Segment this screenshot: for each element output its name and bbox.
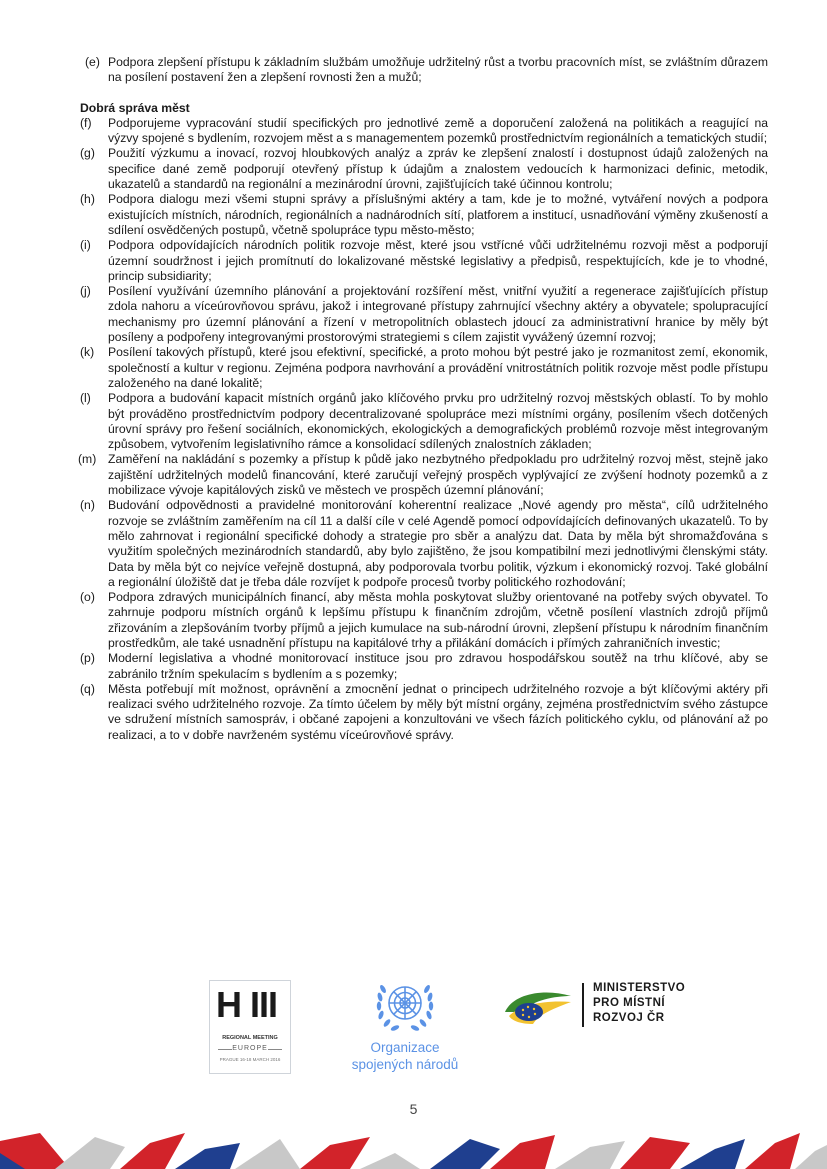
- list-item-m: [80, 452, 768, 498]
- list-item-q: [80, 682, 768, 743]
- list-item-n: [80, 498, 768, 590]
- mmr-name-line3: ROZVOJ ČR: [593, 1012, 665, 1024]
- list-item-p: [80, 651, 768, 682]
- decorative-footer-band: [0, 1133, 827, 1169]
- item-text: Zaměření na nakládání s pozemky a přístup k půdě jako nezbytného předpokladu pro udržitelný rozvoj měst, stejně jako zajištění udržitelných modelů financování, které zaručují veřejný prospěch vyplývající ze zvýšení hodnoty pozemků a z mobilizace vývoje kapitálových zisků ve městech ve prospěch územní plánování;: [108, 452, 768, 498]
- item-label: (m): [78, 452, 97, 467]
- item-text: Moderní legislativa a vhodné monitorovací instituce jsou pro zdravou hospodářskou soutěž na trhu klíčové, aby se zabránilo tržním spekulacím s bydlením a s pozemky;: [108, 651, 768, 681]
- un-name: [345, 1039, 465, 1073]
- habitat-iii-line2: EUROPE: [232, 1045, 268, 1052]
- item-text: Podpora dialogu mezi všemi stupni správy a příslušnými aktéry a tam, kde je to možné, vytváření nových a podpora existujících místních, národních, regionálních a nadnárodních sítí, platforem a institucí, usnadňování výměny zkušeností a sdílení osvědčených postupů, včetně spolupráce typu město-město;: [108, 192, 768, 237]
- item-text: Posílení využívání územního plánování a projektování rozšíření měst, vnitřní využití a regenerace zajišťujících přístup zdola nahoru a víceúrovňovou správu, jakož i integrované přístupy zahrnující všechny aktéry a obyvatele; spolupracující mechanismy pro územní plánování a řízení v metropolitních oblastech jdoucí za administrativní hranice by měly být posíleny a podpořeny integrovanými prostorovými strategiemi s cílem zajistit vyvážený územní rozvoj;: [108, 284, 768, 345]
- item-text: Podpora a budování kapacit místních orgánů jako klíčového prvku pro udržitelný rozvoj městských oblastí. To by mohlo být prováděno prostřednictvím podpory decentralizované spolupráce mezi místními orgány, posílením všech dotčených úrovní správy pro řešení sociálních, ekonomických, ekologických a demografických problémů rozvoje měst integrovaným způsobem, vytvořením legislativního rámce a konsolidací sdílených znalostních základen;: [108, 391, 768, 452]
- item-label: (q): [80, 681, 95, 696]
- list-item-i: [80, 238, 768, 284]
- list-item-e: [80, 55, 768, 86]
- item-text: Podpora zlepšení přístupu k základním službám umožňuje udržitelný růst a tvorbu pracovních míst, se zvláštním důrazem na posílení postavení žen a zlepšení rovnosti žen a mužů;: [108, 55, 768, 85]
- mmr-logo: [503, 980, 713, 1040]
- habitat-iii-logo: [209, 980, 291, 1074]
- item-label: (j): [80, 284, 91, 299]
- list-item-g: [80, 146, 768, 192]
- habitat-iii-line3: PRAGUE 16-18 MARCH 2016: [219, 1057, 281, 1062]
- un-logo: [345, 975, 465, 1080]
- item-text: Budování odpovědnosti a pravidelné monitorování koherentní realizace „Nové agendy pro města“, cílů udržitelného rozvoje se zvláštním zaměřením na cíl 11 a další cíle v celé Agendě pomocí odpovídajících definovaných ukazatelů. To by mělo zahrnovat i regionální specifické dohody a strategie pro sběr a analýzu dat. Data by měla být shromažďována s využitím společných mezinárodních standardů, aby bylo zajištěno, že jsou kompatibilní mezi jednotlivými členskými státy. Data by měla být co nejvíce veřejně dostupná, aby podporovala tvorbu politik, výzkum i ekonomický rozvoj. Také globální a regionální úložiště dat je třeba dále rozvíjet k podpoře procesů tvorby politického rozhodování;: [108, 498, 768, 589]
- mmr-divider: [582, 983, 584, 1027]
- item-label: (i): [80, 238, 91, 253]
- item-label: (l): [80, 391, 91, 406]
- list-item-j: [80, 284, 768, 345]
- mmr-name-line1: MINISTERSTVO: [593, 982, 686, 994]
- habitat-iii-rule-right: [268, 1049, 282, 1050]
- un-emblem-icon: [373, 975, 437, 1039]
- un-name-line1: Organizace: [370, 1040, 440, 1055]
- mmr-name: [593, 981, 685, 1026]
- logo-row: [0, 975, 827, 1085]
- item-text: Města potřebují mít možnost, oprávnění a zmocnění jednat o principech udržitelného rozvoje a být klíčovými aktéry při realizaci svého udržitelného rozvoje. Za tímto účelem by měly být místní orgány, zejména prostřednictvím svého zástupce ve sdružení místních samospráv, i občané zapojeni a konzultováni ve všech fázích politického cyklu, od plánování až po realizaci, a to v dobře navrženém systému víceúrovňové správy.: [108, 681, 768, 742]
- un-name-line2: spojených národů: [351, 1057, 459, 1072]
- item-label: (h): [80, 192, 95, 207]
- item-label: (f): [80, 115, 92, 130]
- item-label: (g): [80, 146, 95, 161]
- main-content: [80, 55, 768, 743]
- item-label: (e): [85, 55, 100, 69]
- list-item-k: [80, 345, 768, 391]
- list-item-f: [80, 116, 768, 147]
- item-text: Posílení takových přístupů, které jsou efektivní, specifické, a proto mohou být pestré jako je rozmanitost zemí, ekonomik, společností a kultur v regionu. Zejména podpora navrhování a provádění vnitrostátních politik rozvoje měst podle přístupu založeného na dané lokalitě;: [108, 345, 768, 390]
- list-item-l: [80, 391, 768, 452]
- section-heading: Dobrá správa měst: [80, 100, 190, 115]
- item-label: (k): [80, 345, 95, 360]
- item-label: (p): [80, 651, 95, 666]
- mmr-name-line2: PRO MÍSTNÍ: [593, 997, 666, 1009]
- item-text: Podpora odpovídajících národních politik rozvoje měst, které jsou vstřícné vůči udržitelnému rozvoji měst a podporují územní soudržnost i jejich promítnutí do lokalizované městské legislativy a předpisů, respektujících, kde je to vhodné, princip subsidiarity;: [108, 238, 768, 283]
- habitat-iii-mark: H III: [216, 984, 278, 1025]
- page-number: 5: [409, 1101, 418, 1117]
- mmr-emblem-icon: [503, 986, 573, 1026]
- list-item-h: [80, 192, 768, 238]
- item-label: (o): [80, 590, 95, 605]
- item-label: (n): [80, 498, 95, 513]
- habitat-iii-line1: REGIONAL MEETING: [222, 1035, 278, 1041]
- list-item-o: [80, 590, 768, 651]
- item-text: Použití výzkumu a inovací, rozvoj hloubkových analýz a zpráv ke zlepšení znalostí i dostupnost údajů založených na specifice dané země podporují otevřený přístup k údajům a znalostem vedoucích k harmonizaci definic, metodik, ukazatelů a standardů na regionální a mezinárodní úrovni, zajišťujících také účinnou kontrolu;: [108, 146, 768, 192]
- item-text: Podpora zdravých municipálních financí, aby města mohla poskytovat služby orientované na potřeby svých obyvatel. To zahrnuje podporu místních orgánů k lepšímu přístupu k finančním zdrojům, včetně posílení vlastních zdrojů příjmů zřizováním a zlepšováním tvorby příjmů a jejich kumulace na sub-národní úrovni, zlepšení přístupu k národním finančním prostředkům, ale také usnadnění přístupu na kapitálové trhy a přilákání domácích i přímých zahraničních investic;: [108, 590, 768, 650]
- item-text: Podporujeme vypracování studií specifických pro jednotlivé země a doporučení založená na politikách a reagující na výzvy spojené s bydlením, rozvojem měst a s managementem pozemků prostřednictvím regionálních a tematických studií;: [108, 115, 768, 146]
